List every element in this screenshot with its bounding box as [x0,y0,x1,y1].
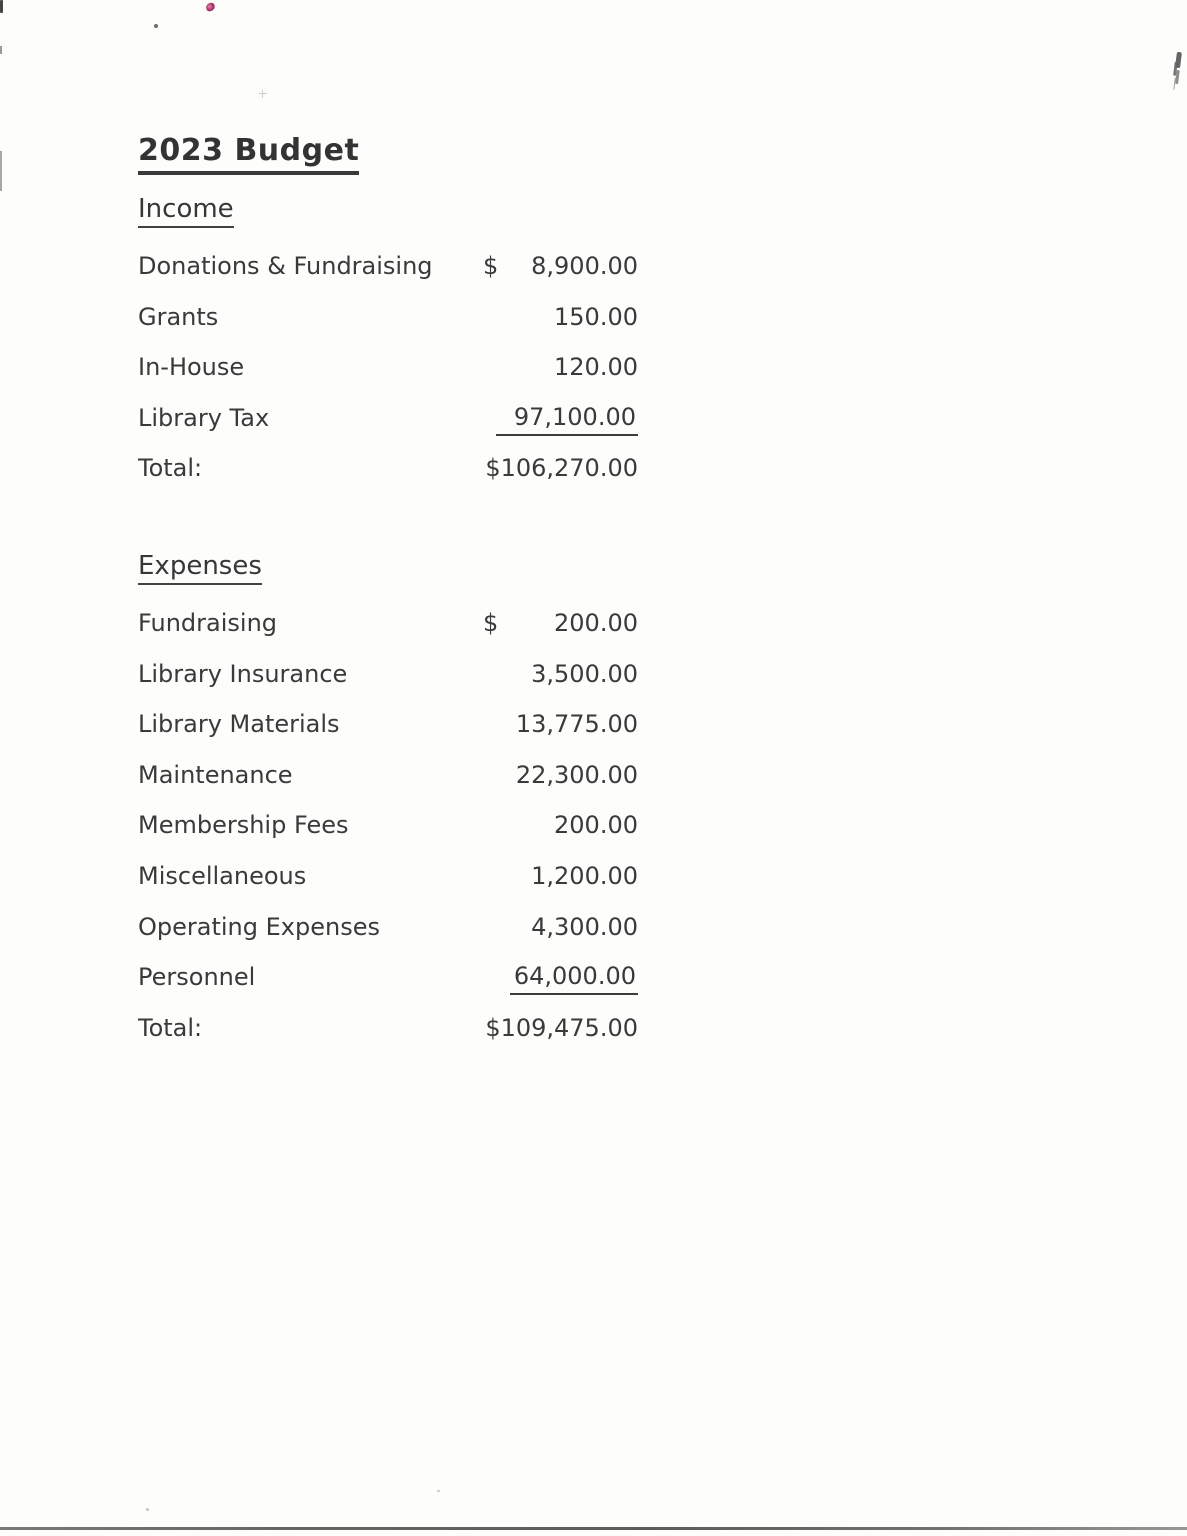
amount-value: 1,200.00 [531,861,638,890]
currency-symbol: $ [483,252,499,280]
row-label: Membership Fees [138,811,349,840]
income-section-heading: Income [138,195,234,228]
row-amount [483,851,638,902]
expenses-rows [138,598,638,1053]
page-title: 2023 Budget [138,134,359,175]
amount-value: 4,300.00 [531,912,638,941]
budget-row-grants [138,292,638,343]
bottom-scan-edge-line [0,1527,1187,1530]
amount-value: 200.00 [554,609,638,637]
row-amount [483,598,638,649]
row-amount [483,342,638,393]
amount-value: 8,900.00 [531,252,638,280]
row-label: Library Materials [138,710,340,739]
left-corner-scan-mark [0,0,3,13]
row-label: Grants [138,302,219,331]
budget-row-library-tax [138,393,638,444]
row-amount [483,393,638,444]
row-amount [483,902,638,953]
row-amount [483,750,638,801]
left-edge-scan-mark [0,151,2,191]
row-amount [483,800,638,851]
amount-value: 200.00 [554,811,638,840]
income-total-row [138,443,638,494]
budget-row-library-insurance [138,649,638,700]
row-label: In-House [138,353,245,382]
faint-bottom-speck [146,1508,149,1511]
budget-row-miscellaneous [138,851,638,902]
budget-row-fundraising [138,598,638,649]
row-amount [483,649,638,700]
total-amount-value: $106,270.00 [485,454,638,483]
amount-value: 13,775.00 [515,710,638,739]
faint-plus-mark [259,93,267,94]
budget-row-donations-fundraising [138,241,638,292]
budget-row-library-materials [138,699,638,750]
expenses-section-heading: Expenses [138,552,262,585]
faint-plus-mark [262,90,263,98]
budget-row-membership-fees [138,800,638,851]
budget-row-operating-expenses [138,902,638,953]
currency-symbol: $ [483,609,499,637]
amount-value: 150.00 [554,302,638,331]
expenses-total-row [138,1003,638,1054]
amount-value-underlined: 97,100.00 [496,401,638,436]
right-edge-smudge [1175,52,1182,68]
total-amount-value: $109,475.00 [485,1013,638,1042]
budget-row-in-house [138,342,638,393]
row-label: Library Insurance [138,659,348,688]
row-amount [483,292,638,343]
row-label: Fundraising [138,609,278,637]
faint-bottom-speck [437,1490,440,1492]
row-label: Library Tax [138,403,270,432]
total-label: Total: [138,1013,203,1042]
row-label: Operating Expenses [138,912,380,941]
amount-value: 22,300.00 [515,760,638,789]
budget-row-personnel [138,952,638,1003]
amount-value: 3,500.00 [531,659,638,688]
row-label: Miscellaneous [138,861,307,890]
pink-ink-fleck [205,2,216,12]
total-label: Total: [138,454,203,483]
amount-value: 120.00 [554,353,638,382]
row-label: Personnel [138,963,256,992]
left-corner-faint-mark [0,46,2,54]
income-rows [138,241,638,494]
row-amount [483,241,638,292]
row-amount [483,699,638,750]
row-amount [483,952,638,1003]
dark-speck [154,24,158,28]
row-label: Donations & Fundraising [138,252,433,280]
budget-row-maintenance [138,750,638,801]
amount-value-underlined: 64,000.00 [510,960,638,995]
row-label: Maintenance [138,760,293,789]
